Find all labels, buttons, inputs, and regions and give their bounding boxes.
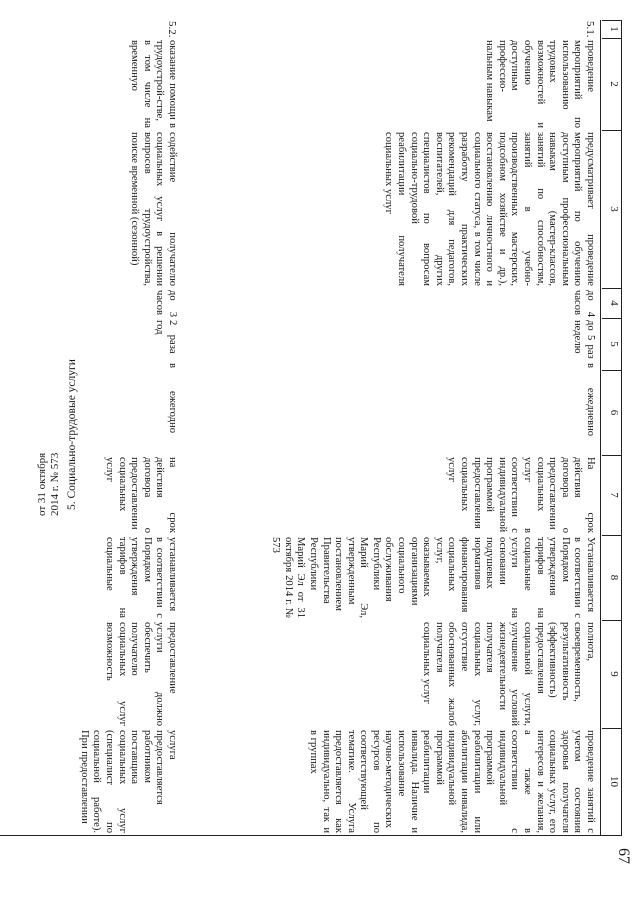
column-number-9: 9	[608, 671, 620, 677]
table-cell-period: ежегодно	[167, 390, 178, 433]
column-number-5: 5	[608, 341, 620, 347]
column-number-7: 7	[608, 492, 620, 498]
table-cell-period: ежедневно	[585, 387, 596, 437]
page-number: 67	[615, 848, 632, 864]
column-number-10: 10	[608, 776, 620, 787]
table-right-edge	[0, 835, 622, 836]
column-number-2: 2	[608, 81, 620, 87]
table-cell-term: на срок действия договора о предоставлении социальных услуг	[104, 457, 178, 533]
row-number: 5.2.	[166, 21, 178, 38]
table-cell-service-name: оказание помощи в трудоустрой-стве, в том числе на временную	[129, 40, 178, 128]
table-cell-service-description: предусматривает проведение мероприятий по обучению доступным профессиональным навыкам (мастер-классов, занятий по способностям, занятий в учебно-производственных мастерских, подсобном хозяйстве и др.), восстановлению личностного и социального статуса, в том числе разработку практических рекомендаций для педагогов, воспитателей, других специалистов по вопросам социально-трудовой реабилитации получателя социальных услуг	[383, 132, 596, 286]
table-cell-duration: до 3 часов	[154, 290, 178, 317]
column-number-1: 1	[608, 26, 620, 32]
table-cell-service-description: содействие получателю социальных услуг в решении вопросов трудоустройства, поиске временной (сезонной)	[129, 132, 178, 286]
table-cell-quality: полнота, своевременность, результативность (эффективность) предоставления социальной услуги, улучшение условий жизнедеятельности получателя социальных услуг, отсутствие обоснованных жалоб получателя социальных услуг	[421, 622, 596, 726]
section-title: 5. Социально-трудовые услуги	[66, 359, 78, 510]
row-number: 5.1.	[584, 21, 596, 38]
table-cell-conditions: услуга предоставляется работником поставщика социальных услуг (специалист по социальной работе). При предоставлении	[78, 730, 178, 833]
table-cell-quality: предоставление услуги должно обеспечить получателю социальных услуг возможность	[104, 622, 178, 726]
column-number-4: 4	[608, 300, 620, 306]
table-cell-tariff: Устанавливается в соответствии с Порядком утверждения тарифов на социальные услуги на основании подушевых нормативов финансирования социальных услуг, оказываемых организациями социального обслуживания Республики Марий Эл, утвержденным постановлением Правительства Республики Марий Эл от 31 октября 2014 г. № 573	[270, 537, 596, 618]
table-cell-frequency: до 5 раз в неделю	[572, 320, 596, 368]
stamp-date: от 31 октября	[36, 452, 48, 516]
table-cell-term: На срок действия договора о предоставлении социальных услуг в соответствии с индивидуальной программой предоставления социальных услуг	[446, 457, 596, 533]
column-number-8: 8	[608, 574, 620, 581]
table-cell-tariff: устанавливается в соответствии с Порядком утверждения тарифов на социальные	[104, 537, 178, 618]
document-stamp	[36, 453, 62, 516]
column-number-3: 3	[608, 206, 620, 212]
table-cell-conditions: проведение занятий с учетом состояния здоровья получателя социальных услуг, его интересов и желания, а также в соответствии с индивидуальной программой реабилитации или абилитации инвалида, индивидуальной программой реабилитации инвалида. Наличие и использование научно-методических ресурсов по соответствующей тематике. Услуга предоставляется как индивидуально, так и в группах	[307, 730, 596, 833]
column-number-6: 6	[608, 409, 620, 416]
table-cell-duration: до 4 часов	[572, 290, 596, 317]
table-cell-service-name: проведение мероприятий по использованию трудовых возможностей и обучению доступным профессио-нальным навыкам	[484, 40, 596, 128]
stamp-number: 2014 г. № 573	[49, 452, 61, 516]
table-cell-frequency: 2 раза в год	[154, 320, 178, 368]
